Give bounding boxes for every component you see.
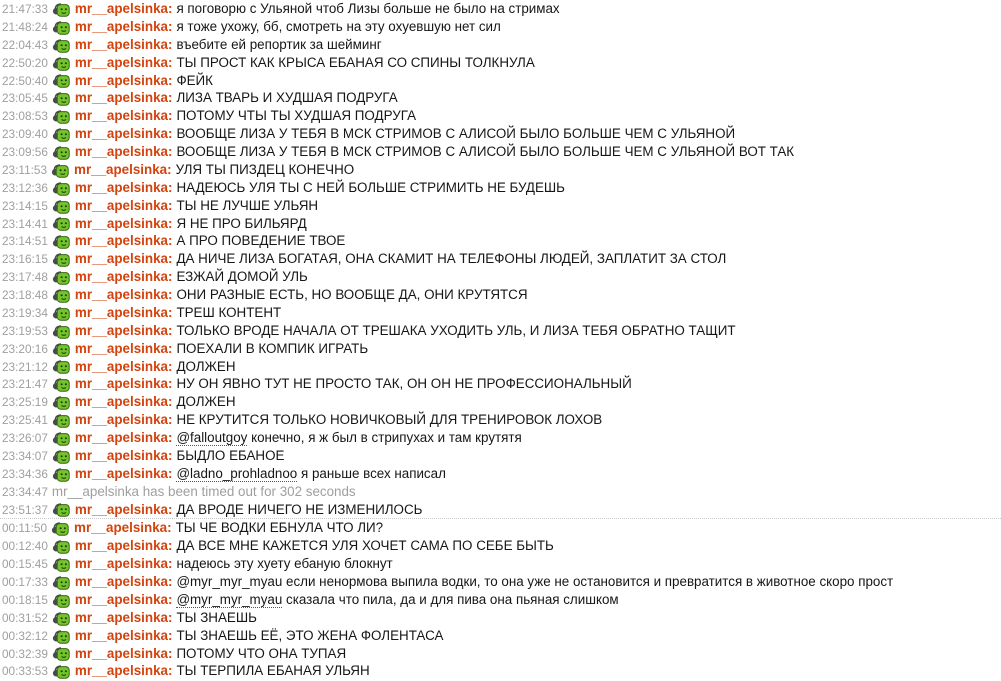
message-text (176, 358, 235, 376)
message-text (176, 18, 500, 36)
chat-line (0, 215, 1001, 233)
username[interactable]: mr__apelsinka: (74, 358, 173, 374)
timestamp: 00:12:40 (2, 539, 48, 554)
timestamp: 23:51:37 (2, 502, 48, 517)
message-text (176, 501, 422, 519)
headset-emote-badge-icon (52, 377, 70, 392)
message-text (176, 662, 369, 680)
message-rest: ТЫ НЕ ЛУЧШЕ УЛЬЯН (176, 197, 319, 213)
timestamp: 23:34:07 (2, 448, 48, 463)
headset-emote-badge-icon (52, 502, 70, 517)
message-text (176, 36, 381, 54)
headset-emote-badge-icon (52, 646, 70, 661)
timestamp: 00:17:33 (2, 575, 48, 589)
mention-link[interactable]: @myr_myr_myau (176, 574, 283, 589)
message-text (176, 125, 735, 143)
headset-emote-badge-icon (52, 2, 70, 17)
timestamp: 00:32:12 (2, 628, 48, 643)
message-text (176, 143, 794, 161)
headset-emote-badge-icon (52, 629, 70, 644)
username[interactable]: mr__apelsinka: (74, 90, 173, 106)
headset-emote-badge-icon (52, 395, 70, 410)
username[interactable]: mr__apelsinka: (74, 215, 173, 231)
chat-line (0, 18, 1001, 36)
headset-emote-badge-icon (52, 431, 70, 446)
username[interactable]: mr__apelsinka: (74, 465, 173, 481)
timestamp: 00:15:45 (2, 557, 48, 572)
headset-emote-badge-icon (52, 216, 70, 231)
timestamp: 23:12:36 (2, 180, 48, 195)
chat-line (0, 197, 1001, 215)
chat-line (0, 304, 1001, 322)
chat-line (0, 573, 1001, 591)
message-rest: ЕЗЖАЙ ДОМОЙ УЛЬ (176, 269, 308, 285)
message-rest: ФЕЙК (176, 72, 213, 88)
message-rest: ТЫ ЗНАЕШЬ ЕЁ, ЭТО ЖЕНА ФОЛЕНТАСА (176, 627, 444, 643)
username[interactable]: mr__apelsinka: (74, 197, 173, 213)
username[interactable]: mr__apelsinka: (74, 394, 173, 410)
username[interactable]: mr__apelsinka: (74, 36, 173, 52)
message-rest: А ПРО ПОВЕДЕНИЕ ТВОЕ (176, 233, 346, 249)
message-rest: ПОТОМУ ЧТО ОНА ТУПАЯ (176, 645, 347, 661)
timestamp: 23:19:34 (2, 305, 48, 320)
headset-emote-badge-icon (52, 73, 70, 88)
chat-line (0, 393, 1001, 411)
chat-line (0, 429, 1001, 447)
message-text (176, 304, 281, 322)
message-rest: я раньше всех написал (297, 465, 446, 481)
username[interactable]: mr__apelsinka: (74, 556, 173, 572)
username[interactable]: mr__apelsinka: (74, 376, 173, 392)
chat-line (0, 0, 1001, 18)
headset-emote-badge-icon (52, 557, 70, 572)
message-rest: ТЫ ЧЕ ВОДКИ ЕБНУЛА ЧТО ЛИ? (175, 520, 384, 536)
message-text (176, 393, 235, 411)
message-rest: ТЫ ПРОСТ КАК КРЫСА ЕБАНАЯ СО СПИНЫ ТОЛКНУЛА (176, 54, 535, 70)
message-rest: я тоже ухожу, бб, смотреть на эту охуевшую нет сил (176, 18, 501, 34)
message-rest: ТЫ ЗНАЕШЬ (176, 609, 257, 625)
timestamp: 23:26:07 (2, 431, 48, 445)
message-text (176, 429, 521, 447)
message-rest: НУ ОН ЯВНО ТУТ НЕ ПРОСТО ТАК, ОН ОН НЕ ПРОФЕССИОНАЛЬНЫЙ (176, 376, 632, 392)
headset-emote-badge-icon (52, 611, 70, 626)
message-rest: ДОЛЖЕН (176, 358, 236, 374)
message-text (176, 0, 559, 18)
chat-line (0, 627, 1001, 645)
timestamp: 00:11:50 (2, 521, 48, 536)
headset-emote-badge-icon (52, 593, 70, 608)
chat-line (0, 286, 1001, 304)
headset-emote-badge-icon (52, 664, 70, 679)
username[interactable]: mr__apelsinka: (74, 54, 173, 70)
timestamp: 23:21:47 (2, 377, 48, 392)
chat-line (0, 537, 1001, 555)
timestamp: 22:50:20 (2, 55, 48, 70)
headset-emote-badge-icon (52, 449, 70, 464)
headset-emote-badge-icon (52, 252, 70, 267)
username[interactable]: mr__apelsinka: (74, 627, 173, 643)
timestamp: 23:17:48 (2, 270, 48, 285)
headset-emote-badge-icon (52, 324, 70, 339)
timestamp: 22:04:43 (2, 37, 48, 52)
headset-emote-badge-icon (52, 270, 70, 285)
chat-line (0, 36, 1001, 54)
message-text (176, 555, 392, 573)
chat-line (0, 107, 1001, 125)
message-rest: ТЫ ТЕРПИЛА ЕБАНАЯ УЛЬЯН (176, 663, 370, 679)
message-rest: ТРЕШ КОНТЕНТ (176, 304, 282, 320)
username[interactable]: mr__apelsinka: (74, 609, 173, 625)
username[interactable]: mr__apelsinka: (74, 126, 173, 142)
timestamp: 23:21:12 (2, 359, 48, 374)
headset-emote-badge-icon (52, 306, 70, 321)
headset-emote-badge-icon (52, 575, 70, 590)
message-text (176, 609, 256, 627)
message-rest: ВООБЩЕ ЛИЗА У ТЕБЯ В МСК СТРИМОВ С АЛИСОЙ БЫЛО БОЛЬШЕ ЧЕМ С УЛЬЯНОЙ (176, 126, 736, 142)
message-rest: ПОТОМУ ЧТЫ ТЫ ХУДШАЯ ПОДРУГА (176, 108, 417, 124)
message-rest: ДА ВРОДЕ НИЧЕГО НЕ ИЗМЕНИЛОСЬ (176, 501, 423, 517)
message-rest: УЛЯ ТЫ ПИЗДЕЦ КОНЕЧНО (175, 161, 355, 177)
username[interactable]: mr__apelsinka: (74, 269, 173, 285)
mention-link[interactable]: @falloutgoy (176, 430, 248, 445)
headset-emote-badge-icon (51, 163, 69, 178)
headset-emote-badge-icon (51, 521, 69, 536)
chat-line (0, 125, 1001, 143)
message-rest: ТОЛЬКО ВРОДЕ НАЧАЛА ОТ ТРЕШАКА УХОДИТЬ УЛЬ, И ЛИЗА ТЕБЯ ОБРАТНО ТАЩИТ (176, 322, 736, 338)
timestamp: 23:05:45 (2, 91, 48, 106)
message-text (176, 447, 284, 465)
message-rest: ДОЛЖЕН (176, 394, 236, 410)
headset-emote-badge-icon (52, 109, 70, 124)
message-text (176, 519, 384, 537)
headset-emote-badge-icon (52, 413, 70, 428)
headset-emote-badge-icon (52, 288, 70, 303)
username[interactable]: mr__apelsinka: (74, 161, 172, 177)
timestamp: 23:19:53 (2, 323, 48, 338)
timestamp: 23:14:51 (2, 234, 48, 249)
headset-emote-badge-icon (52, 145, 70, 160)
chat-line (0, 609, 1001, 627)
message-text (176, 179, 565, 197)
timestamp: 23:08:53 (2, 109, 48, 124)
message-rest: конечно, я ж был в стрипухах и там крутятя (247, 430, 522, 445)
timestamp: 23:20:16 (2, 341, 48, 356)
chat-line (0, 447, 1001, 465)
timestamp: 21:48:24 (2, 19, 48, 34)
system-message: mr__apelsinka has been timed out for 302 seconds (51, 483, 356, 499)
username[interactable]: mr__apelsinka: (74, 538, 173, 554)
username[interactable]: mr__apelsinka: (74, 179, 173, 195)
headset-emote-badge-icon (52, 20, 70, 35)
chat-line (0, 645, 1001, 663)
timestamp: 23:11:53 (2, 162, 48, 177)
message-rest: въебите ей репортик за шейминг (176, 36, 382, 52)
message-rest: сказала что пила, да и для пива она пьяная слишком (282, 591, 619, 607)
username[interactable]: mr__apelsinka: (74, 447, 173, 463)
username[interactable]: mr__apelsinka: (74, 322, 173, 338)
username[interactable]: mr__apelsinka: (74, 663, 173, 679)
chat-line (0, 268, 1001, 286)
headset-emote-badge-icon (52, 56, 70, 71)
message-rest: я поговорю с Ульяной чтоб Лизы больше не было на стримах (176, 1, 560, 16)
chat-line (0, 179, 1001, 197)
message-rest: надеюсь эту хуету ебаную блокнут (176, 556, 393, 572)
chat-line (0, 501, 1001, 520)
timestamp: 23:09:56 (2, 145, 48, 159)
message-rest: ДА НИЧЕ ЛИЗА БОГАТАЯ, ОНА СКАМИТ НА ТЕЛЕФОНЫ ЛЮДЕЙ, ЗАПЛАТИТ ЗА СТОЛ (176, 251, 727, 267)
username[interactable]: mr__apelsinka: (74, 574, 173, 589)
chat-line (0, 232, 1001, 250)
timestamp: 23:25:41 (2, 413, 48, 428)
username[interactable]: mr__apelsinka: (74, 108, 173, 124)
chat-line (0, 662, 1001, 680)
username[interactable]: mr__apelsinka: (74, 251, 173, 267)
message-text (176, 591, 618, 609)
timestamp: 00:18:15 (2, 592, 48, 607)
headset-emote-badge-icon (52, 38, 70, 53)
message-text (176, 161, 355, 179)
chat-line (0, 250, 1001, 268)
timestamp: 23:16:15 (2, 252, 48, 267)
message-text (176, 107, 416, 125)
chat-line (0, 483, 1001, 501)
message-text (176, 322, 735, 340)
username[interactable]: mr__apelsinka: (74, 430, 173, 445)
message-text (176, 197, 318, 215)
username[interactable]: mr__apelsinka: (74, 501, 173, 517)
username[interactable]: mr__apelsinka: (74, 304, 173, 320)
username[interactable]: mr__apelsinka: (74, 340, 173, 356)
timestamp: 22:50:40 (2, 73, 48, 88)
chat-line (0, 143, 1001, 161)
mention-link[interactable]: @ladno_prohladnoo (176, 465, 298, 481)
headset-emote-badge-icon (52, 359, 70, 374)
message-rest: если ненормова выпила водки, то она уже не остановится и превратится в животное скоро прост (282, 574, 894, 589)
message-rest: ВООБЩЕ ЛИЗА У ТЕБЯ В МСК СТРИМОВ С АЛИСОЙ БЫЛО БОЛЬШЕ ЧЕМ С УЛЬЯНОЙ ВОТ ТАК (176, 144, 795, 159)
chat-line (0, 465, 1001, 483)
headset-emote-badge-icon (52, 342, 70, 357)
chat-line (0, 322, 1001, 340)
username[interactable]: mr__apelsinka: (74, 520, 172, 536)
mention-link[interactable]: @myr_myr_myau (176, 591, 283, 607)
chat-line (0, 89, 1001, 107)
message-rest: НАДЕЮСЬ УЛЯ ТЫ С НЕЙ БОЛЬШЕ СТРИМИТЬ НЕ БУДЕШЬ (176, 179, 565, 195)
headset-emote-badge-icon (52, 467, 70, 482)
username[interactable]: mr__apelsinka: (74, 72, 173, 88)
chat-line (0, 54, 1001, 72)
message-rest: ЛИЗА ТВАРЬ И ХУДШАЯ ПОДРУГА (176, 90, 398, 106)
timestamp: 00:31:52 (2, 610, 48, 625)
chat-line (0, 358, 1001, 376)
message-rest: НЕ КРУТИТСЯ ТОЛЬКО НОВИЧКОВЫЙ ДЛЯ ТРЕНИРОВОК ЛОХОВ (176, 412, 603, 428)
timestamp: 23:34:36 (2, 466, 48, 481)
message-text (176, 232, 345, 250)
headset-emote-badge-icon (52, 127, 70, 142)
message-text (176, 627, 443, 645)
message-rest: ПОЕХАЛИ В КОМПИК ИГРАТЬ (176, 340, 369, 356)
timestamp: 21:47:33 (2, 2, 48, 16)
timestamp: 23:34:47 (2, 484, 48, 499)
chat-line (0, 519, 1001, 537)
chat-line (0, 411, 1001, 429)
message-text (176, 537, 553, 555)
message-text (176, 215, 306, 233)
message-text (176, 573, 893, 591)
timestamp: 00:32:39 (2, 646, 48, 661)
message-text (176, 250, 726, 268)
message-text (176, 72, 213, 90)
username[interactable]: mr__apelsinka: (74, 591, 173, 607)
chat-line (0, 161, 1001, 179)
username[interactable]: mr__apelsinka: (74, 1, 173, 16)
chat-line (0, 72, 1001, 90)
message-rest: ОНИ РАЗНЫЕ ЕСТЬ, НО ВООБЩЕ ДА, ОНИ КРУТЯТСЯ (176, 287, 528, 302)
message-rest: БЫДЛО ЕБАНОЕ (176, 447, 285, 463)
timestamp: 23:25:19 (2, 395, 48, 410)
timestamp: 00:33:53 (2, 664, 48, 679)
message-text (176, 89, 397, 107)
timestamp: 23:14:41 (2, 216, 48, 231)
username[interactable]: mr__apelsinka: (74, 144, 173, 159)
timestamp: 23:14:15 (2, 198, 48, 213)
message-text (176, 268, 307, 286)
headset-emote-badge-icon (52, 539, 70, 554)
chat-line (0, 340, 1001, 358)
timestamp: 23:09:40 (2, 127, 48, 142)
headset-emote-badge-icon (52, 199, 70, 214)
message-text (176, 286, 527, 304)
username[interactable]: mr__apelsinka: (74, 287, 173, 302)
message-text (176, 340, 368, 358)
message-text (176, 54, 534, 72)
chat-line (0, 591, 1001, 609)
message-text (176, 645, 346, 663)
message-text (176, 465, 445, 483)
message-rest: ДА ВСЕ МНЕ КАЖЕТСЯ УЛЯ ХОЧЕТ САМА ПО СЕБЕ БЫТЬ (176, 538, 554, 554)
timestamp: 23:18:48 (2, 288, 48, 302)
message-text (176, 411, 602, 429)
message-rest: Я НЕ ПРО БИЛЬЯРД (176, 215, 307, 231)
username[interactable]: mr__apelsinka: (74, 645, 173, 661)
chat-line (0, 555, 1001, 573)
headset-emote-badge-icon (52, 234, 70, 249)
chat-line (0, 375, 1001, 393)
username[interactable]: mr__apelsinka: (74, 412, 173, 428)
username[interactable]: mr__apelsinka: (74, 233, 173, 249)
headset-emote-badge-icon (52, 91, 70, 106)
message-text (176, 375, 631, 393)
headset-emote-badge-icon (52, 181, 70, 196)
username[interactable]: mr__apelsinka: (74, 18, 173, 34)
